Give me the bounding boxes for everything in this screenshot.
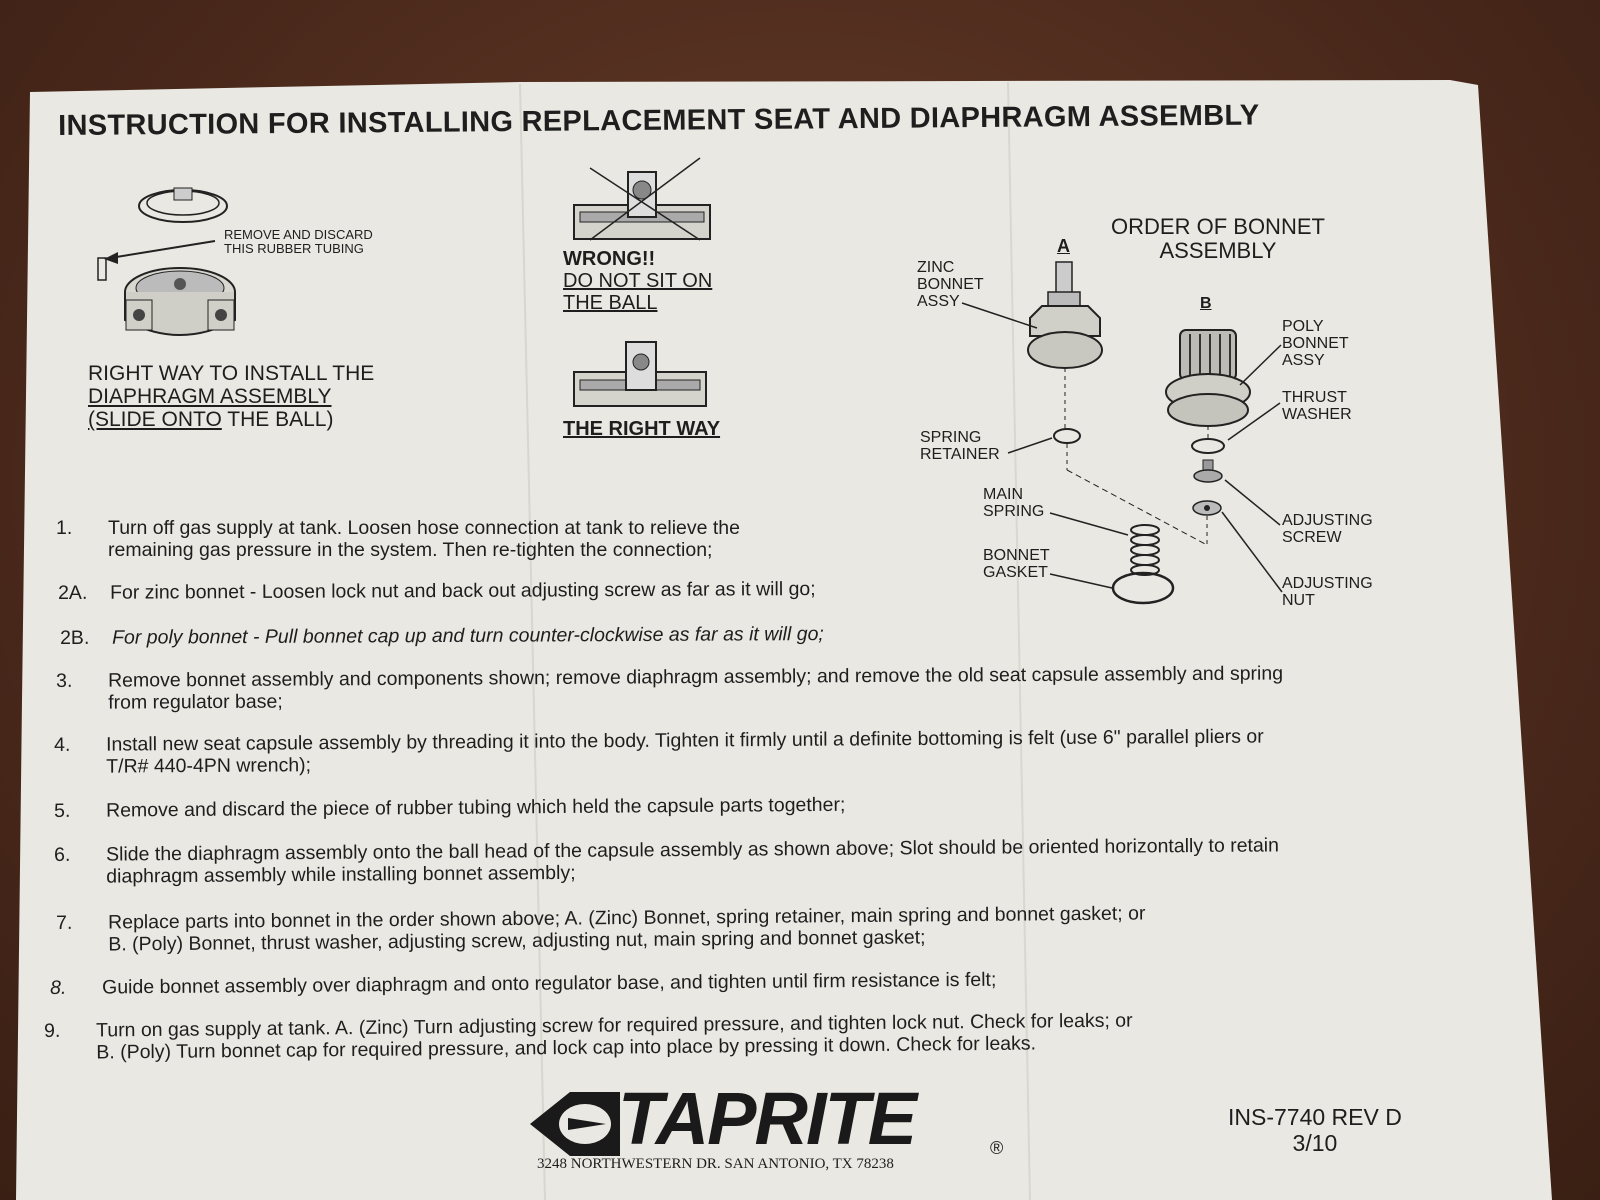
adj-screw-line1: ADJUSTING [1282, 512, 1373, 529]
step-number: 2B. [60, 626, 90, 649]
adj-nut-line2: NUT [1282, 592, 1315, 609]
step-number: 4. [54, 733, 71, 756]
step-line1: Remove bonnet assembly and components shown; remove diaphragm assembly; and remove the old seat capsule assembly and spring [107, 662, 1284, 692]
main-spring-line2: SPRING [983, 503, 1045, 520]
bonnet-gasket-line2: GASKET [983, 564, 1048, 581]
right-way-label: THE RIGHT WAY [563, 418, 721, 440]
step-number: 7. [56, 911, 73, 934]
step-number: 6. [54, 843, 71, 866]
step-line1: For poly bonnet - Pull bonnet cap up and turn counter-clockwise as far as it will go; [111, 623, 824, 649]
step-number: 5. [54, 799, 71, 822]
adj-nut-line1: ADJUSTING [1282, 575, 1373, 592]
step-line1: Remove and discard the piece of rubber tubing which held the capsule parts together; [105, 793, 846, 822]
poly-line2: BONNET [1282, 335, 1349, 352]
poly-line1: POLY [1282, 318, 1324, 335]
document-date: 3/10 [1292, 1130, 1338, 1156]
step-line2: remaining gas pressure in the system. Then re-tighten the connection; [108, 539, 713, 561]
spring-retainer-line1: SPRING [920, 429, 982, 446]
slide-onto-text: (SLIDE ONTO [88, 408, 222, 431]
step-number: 8. [50, 976, 67, 999]
step-line1: Replace parts into bonnet in the order shown above; A. (Zinc) Bonnet, spring retainer, main spring and bonnet gasket; or [107, 902, 1146, 934]
taprite-logo: TAPRITE [618, 1077, 916, 1160]
right-way-caption-line1: RIGHT WAY TO INSTALL THE [88, 362, 375, 385]
bonnet-heading-line2: ASSEMBLY [1159, 238, 1277, 263]
step-line1: Slide the diaphragm assembly onto the ball head of the capsule assembly as shown above; Slot should be oriented horizontally to retain [105, 834, 1280, 866]
thrust-line1: THRUST [1282, 389, 1347, 406]
bonnet-heading-line1: ORDER OF BONNET [1111, 214, 1325, 239]
step-number: 1. [56, 517, 73, 539]
main-spring-line1: MAIN [983, 486, 1023, 503]
wrong-note-line2: THE BALL [563, 292, 658, 314]
step-line2: T/R# 440-4PN wrench); [106, 754, 312, 778]
bonnet-gasket-line1: BONNET [983, 547, 1050, 564]
marker-b: B [1200, 295, 1212, 312]
company-address: 3248 NORTHWESTERN DR. SAN ANTONIO, TX 78238 [537, 1156, 894, 1172]
step-number: 9. [44, 1019, 61, 1042]
spring-retainer-line2: RETAINER [920, 446, 1000, 463]
poly-line3: ASSY [1282, 352, 1325, 369]
step-line1: For zinc bonnet - Loosen lock nut and back out adjusting screw as far as it will go; [109, 578, 816, 604]
registered-mark: ® [990, 1138, 1004, 1158]
right-way-caption-line2: DIAPHRAGM ASSEMBLY [88, 385, 332, 408]
wrong-label: WRONG!! [563, 248, 656, 270]
zinc-line2: BONNET [917, 276, 984, 293]
tubing-callout-line1: REMOVE AND DISCARD [224, 227, 373, 242]
step-number: 2A. [58, 581, 88, 604]
step-line1: Guide bonnet assembly over diaphragm and onto regulator base, and tighten until firm resistance is felt; [101, 968, 997, 999]
step-line2: B. (Poly) Turn bonnet cap for required pressure, and lock cap into place by pressing it down. Check for leaks. [96, 1032, 1037, 1064]
step-line1: Turn on gas supply at tank. A. (Zinc) Turn adjusting screw for required pressure, and tighten lock nut. Check for leaks; or [95, 1009, 1133, 1042]
wrong-note-line1: DO NOT SIT ON [563, 270, 713, 292]
step-line2: from regulator base; [108, 690, 283, 714]
step-line2: B. (Poly) Bonnet, thrust washer, adjusting screw, adjusting nut, main spring and bonnet gasket; [108, 926, 926, 956]
marker-a: A [1057, 236, 1070, 256]
zinc-line3: ASSY [917, 293, 960, 310]
the-ball-text: THE BALL) [221, 408, 334, 431]
adj-screw-line2: SCREW [1282, 529, 1342, 546]
step-line1: Turn off gas supply at tank. Loosen hose connection at tank to relieve the [108, 517, 740, 539]
step-number: 3. [56, 669, 73, 692]
step-line1: Install new seat capsule assembly by threading it into the body. Tighten it firmly until a definite bottoming is felt (use 6" parallel pliers or [105, 725, 1264, 756]
tubing-callout-line2: THIS RUBBER TUBING [224, 241, 364, 256]
step-line2: diaphragm assembly while installing bonnet assembly; [106, 861, 576, 888]
document-number: INS-7740 REV D [1228, 1104, 1402, 1130]
thrust-line2: WASHER [1282, 406, 1352, 423]
document-revision [1228, 1104, 1402, 1156]
page-title: INSTRUCTION FOR INSTALLING REPLACEMENT SEAT AND DIAPHRAGM ASSEMBLY [58, 99, 1260, 142]
zinc-line1: ZINC [917, 259, 955, 276]
